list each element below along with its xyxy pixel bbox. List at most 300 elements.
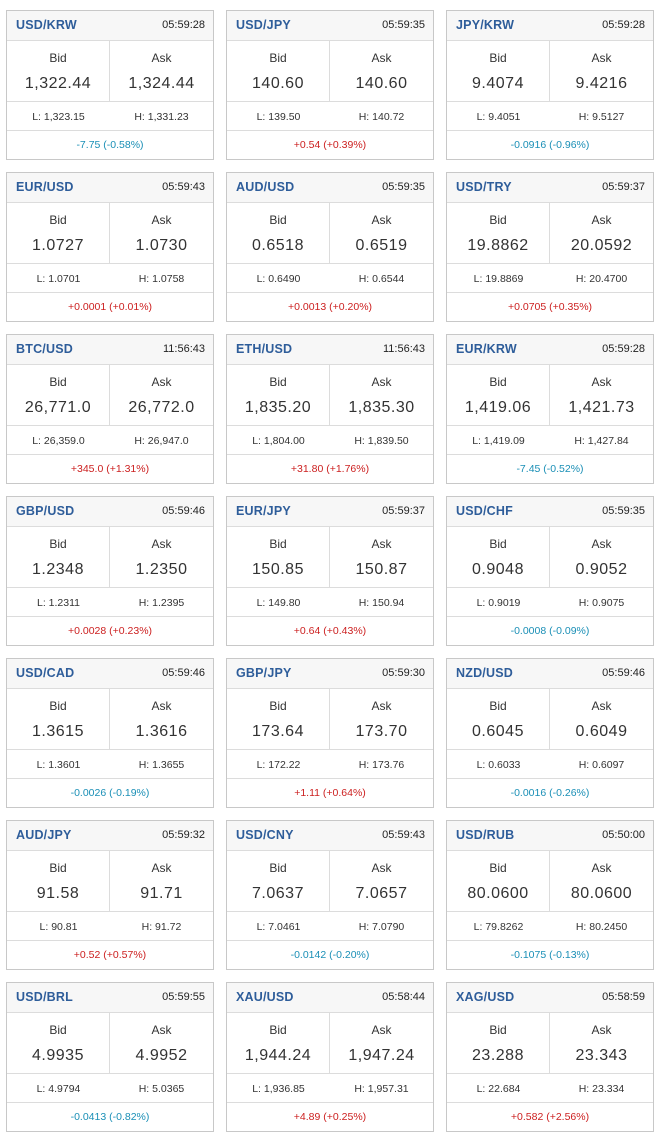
change-value: +0.0705 (+0.35%): [507, 301, 593, 313]
day-range: [227, 750, 433, 779]
ask-value: 1,835.30: [348, 399, 415, 416]
bid-column: [447, 689, 550, 749]
ask-label: Ask: [371, 213, 392, 227]
quote-card-gbp-usd[interactable]: [6, 496, 214, 646]
bid-ask-panel: [7, 1013, 213, 1074]
bid-column: [7, 1013, 110, 1073]
ask-label: Ask: [151, 1023, 172, 1037]
ask-label: Ask: [591, 51, 612, 65]
currency-pair[interactable]: USD/CHF: [456, 504, 513, 518]
low-value: L: 79.8262: [473, 921, 524, 933]
bid-label: Bid: [269, 537, 287, 551]
currency-pair[interactable]: EUR/KRW: [456, 342, 517, 356]
ask-column: [330, 203, 433, 263]
bid-ask-panel: [7, 527, 213, 588]
update-time: 05:59:28: [602, 343, 645, 355]
card-header: [227, 983, 433, 1013]
high-value: H: 1.0758: [138, 273, 185, 285]
bid-column: [227, 203, 330, 263]
low-value: L: 149.80: [256, 597, 301, 609]
low-value: L: 22.684: [476, 1083, 521, 1095]
update-time: 05:59:46: [602, 667, 645, 679]
card-header: [227, 173, 433, 203]
bid-label: Bid: [489, 699, 507, 713]
bid-column: [227, 851, 330, 911]
high-value: H: 150.94: [358, 597, 405, 609]
low-value: L: 1.3601: [36, 759, 81, 771]
bid-label: Bid: [489, 861, 507, 875]
bid-value: 23.288: [472, 1047, 524, 1064]
high-value: H: 1,957.31: [354, 1083, 409, 1095]
ask-column: [550, 527, 653, 587]
ask-value: 1.0730: [135, 237, 188, 254]
bid-column: [447, 527, 550, 587]
currency-pair[interactable]: NZD/USD: [456, 666, 513, 680]
bid-ask-panel: [227, 689, 433, 750]
bid-value: 91.58: [36, 885, 80, 902]
ask-value: 0.6519: [355, 237, 408, 254]
bid-value: 1.3615: [32, 723, 84, 740]
change-value: -0.0026 (-0.19%): [70, 787, 150, 799]
day-range: [447, 1074, 653, 1103]
high-value: H: 26,947.0: [134, 435, 189, 447]
currency-pair[interactable]: USD/TRY: [456, 180, 512, 194]
bid-ask-panel: [7, 203, 213, 264]
bid-column: [447, 365, 550, 425]
bid-ask-panel: [447, 527, 653, 588]
currency-pair[interactable]: USD/KRW: [16, 18, 77, 32]
currency-pair[interactable]: GBP/USD: [16, 504, 75, 518]
day-range: [7, 588, 213, 617]
change-value: -0.0413 (-0.82%): [70, 1111, 150, 1123]
day-range: [227, 1074, 433, 1103]
ask-column: [330, 527, 433, 587]
bid-label: Bid: [49, 699, 67, 713]
bid-value: 0.6518: [252, 237, 304, 254]
ask-label: Ask: [151, 213, 172, 227]
bid-ask-panel: [7, 365, 213, 426]
bid-label: Bid: [489, 51, 507, 65]
bid-column: [227, 365, 330, 425]
ask-value: 20.0592: [570, 237, 633, 254]
change-value: -7.75 (-0.58%): [76, 139, 144, 151]
card-header: [7, 497, 213, 527]
ask-column: [330, 851, 433, 911]
ask-value: 0.9052: [575, 561, 628, 578]
bid-label: Bid: [49, 375, 67, 389]
quote-card-gbp-jpy[interactable]: [226, 658, 434, 808]
high-value: H: 1.2395: [138, 597, 185, 609]
update-time: 05:59:37: [382, 505, 425, 517]
ask-value: 1,947.24: [348, 1047, 415, 1064]
bid-ask-panel: [227, 365, 433, 426]
ask-label: Ask: [151, 51, 172, 65]
bid-ask-panel: [227, 1013, 433, 1074]
currency-pair[interactable]: USD/CNY: [236, 828, 294, 842]
bid-ask-panel: [7, 689, 213, 750]
day-range: [447, 102, 653, 131]
ask-value: 23.343: [575, 1047, 628, 1064]
bid-value: 1.2348: [32, 561, 84, 578]
card-header: [447, 983, 653, 1013]
quote-card-eur-jpy[interactable]: [226, 496, 434, 646]
ask-value: 1.3616: [135, 723, 188, 740]
bid-ask-panel: [227, 851, 433, 912]
currency-pair[interactable]: BTC/USD: [16, 342, 73, 356]
currency-pair[interactable]: XAG/USD: [456, 990, 515, 1004]
bid-label: Bid: [489, 213, 507, 227]
ask-label: Ask: [151, 861, 172, 875]
high-value: H: 20.4700: [575, 273, 628, 285]
currency-pair[interactable]: XAU/USD: [236, 990, 294, 1004]
change-value: -0.0016 (-0.26%): [510, 787, 590, 799]
bid-value: 150.85: [252, 561, 304, 578]
bid-column: [227, 41, 330, 101]
low-value: L: 1,936.85: [252, 1083, 305, 1095]
card-header: [7, 983, 213, 1013]
change-value: +0.582 (+2.56%): [510, 1111, 590, 1123]
ask-value: 80.0600: [570, 885, 633, 902]
quote-card-aud-usd[interactable]: [226, 172, 434, 322]
quote-card-eth-usd[interactable]: [226, 334, 434, 484]
ask-column: [550, 851, 653, 911]
low-value: L: 26,359.0: [32, 435, 85, 447]
ask-column: [110, 527, 213, 587]
bid-label: Bid: [49, 213, 67, 227]
quote-card-usd-chf[interactable]: [446, 496, 654, 646]
update-time: 05:59:28: [162, 19, 205, 31]
card-header: [447, 335, 653, 365]
high-value: H: 1.3655: [138, 759, 185, 771]
currency-pair[interactable]: USD/JPY: [236, 18, 291, 32]
ask-label: Ask: [371, 1023, 392, 1037]
bid-label: Bid: [269, 213, 287, 227]
ask-label: Ask: [591, 537, 612, 551]
bid-label: Bid: [49, 537, 67, 551]
update-time: 05:59:43: [382, 829, 425, 841]
ask-value: 140.60: [355, 75, 408, 92]
bid-label: Bid: [269, 699, 287, 713]
high-value: H: 0.9075: [578, 597, 625, 609]
day-range: [7, 264, 213, 293]
bid-value: 4.9935: [32, 1047, 84, 1064]
day-range: [227, 102, 433, 131]
currency-pair[interactable]: JPY/KRW: [456, 18, 515, 32]
update-time: 05:50:00: [602, 829, 645, 841]
bid-label: Bid: [49, 51, 67, 65]
change-value: -0.0008 (-0.09%): [510, 625, 590, 637]
high-value: H: 80.2450: [575, 921, 628, 933]
card-header: [227, 497, 433, 527]
quote-card-eur-usd[interactable]: [6, 172, 214, 322]
change-value: +0.0028 (+0.23%): [67, 625, 153, 637]
quote-card-usd-cad[interactable]: [6, 658, 214, 808]
bid-ask-panel: [447, 689, 653, 750]
ask-label: Ask: [591, 375, 612, 389]
bid-column: [227, 527, 330, 587]
high-value: H: 91.72: [141, 921, 182, 933]
bid-column: [7, 851, 110, 911]
ask-column: [330, 41, 433, 101]
bid-column: [447, 851, 550, 911]
bid-column: [227, 689, 330, 749]
ask-value: 1,421.73: [568, 399, 635, 416]
high-value: H: 23.334: [578, 1083, 625, 1095]
card-header: [227, 821, 433, 851]
quote-card-aud-jpy[interactable]: [6, 820, 214, 970]
bid-column: [7, 41, 110, 101]
day-range: [7, 912, 213, 941]
low-value: L: 1.0701: [36, 273, 81, 285]
ask-column: [330, 365, 433, 425]
update-time: 05:59:35: [382, 19, 425, 31]
bid-value: 0.9048: [472, 561, 524, 578]
day-range: [447, 264, 653, 293]
bid-ask-panel: [227, 41, 433, 102]
update-time: 05:59:46: [162, 667, 205, 679]
low-value: L: 19.8869: [473, 273, 524, 285]
bid-label: Bid: [269, 1023, 287, 1037]
update-time: 05:59:28: [602, 19, 645, 31]
ask-value: 1,324.44: [128, 75, 195, 92]
quote-card-xau-usd[interactable]: [226, 982, 434, 1132]
update-time: 05:59:46: [162, 505, 205, 517]
bid-value: 80.0600: [467, 885, 529, 902]
low-value: L: 1.2311: [36, 597, 80, 609]
low-value: L: 0.6033: [476, 759, 521, 771]
bid-label: Bid: [489, 537, 507, 551]
currency-pair[interactable]: EUR/JPY: [236, 504, 291, 518]
update-time: 05:58:44: [382, 991, 425, 1003]
ask-label: Ask: [371, 861, 392, 875]
bid-ask-panel: [447, 365, 653, 426]
ask-column: [110, 365, 213, 425]
bid-column: [7, 365, 110, 425]
change-value: +0.0001 (+0.01%): [67, 301, 153, 313]
currency-pair[interactable]: USD/RUB: [456, 828, 515, 842]
ask-column: [330, 689, 433, 749]
update-time: 05:59:32: [162, 829, 205, 841]
bid-ask-panel: [447, 851, 653, 912]
update-time: 05:58:59: [602, 991, 645, 1003]
card-header: [7, 11, 213, 41]
high-value: H: 1,839.50: [354, 435, 409, 447]
ask-column: [330, 1013, 433, 1073]
update-time: 05:59:43: [162, 181, 205, 193]
update-time: 05:59:30: [382, 667, 425, 679]
ask-value: 7.0657: [355, 885, 408, 902]
day-range: [227, 264, 433, 293]
change-value: +1.11 (+0.64%): [294, 787, 366, 799]
bid-column: [447, 203, 550, 263]
currency-pair[interactable]: EUR/USD: [16, 180, 74, 194]
card-header: [7, 173, 213, 203]
card-header: [7, 821, 213, 851]
change-value: -7.45 (-0.52%): [516, 463, 584, 475]
card-header: [447, 173, 653, 203]
low-value: L: 172.22: [256, 759, 301, 771]
ask-value: 173.70: [355, 723, 408, 740]
bid-value: 173.64: [252, 723, 304, 740]
bid-column: [227, 1013, 330, 1073]
change-value: -0.0916 (-0.96%): [510, 139, 590, 151]
bid-value: 1.0727: [32, 237, 84, 254]
bid-value: 26,771.0: [24, 399, 92, 416]
card-header: [447, 11, 653, 41]
bid-column: [447, 41, 550, 101]
low-value: L: 1,419.09: [472, 435, 525, 447]
bid-ask-panel: [447, 203, 653, 264]
bid-column: [7, 527, 110, 587]
bid-ask-panel: [227, 203, 433, 264]
quote-card-usd-jpy[interactable]: [226, 10, 434, 160]
bid-ask-panel: [447, 1013, 653, 1074]
card-header: [7, 659, 213, 689]
card-header: [447, 659, 653, 689]
day-range: [227, 426, 433, 455]
ask-column: [110, 689, 213, 749]
bid-ask-panel: [7, 41, 213, 102]
bid-value: 1,322.44: [24, 75, 92, 92]
low-value: L: 7.0461: [256, 921, 301, 933]
quote-card-usd-rub[interactable]: [446, 820, 654, 970]
high-value: H: 1,331.23: [134, 111, 189, 123]
ask-label: Ask: [151, 537, 172, 551]
low-value: L: 0.9019: [476, 597, 521, 609]
high-value: H: 9.5127: [578, 111, 625, 123]
bid-ask-panel: [447, 41, 653, 102]
card-header: [447, 497, 653, 527]
day-range: [447, 750, 653, 779]
bid-value: 19.8862: [467, 237, 529, 254]
bid-value: 140.60: [252, 75, 304, 92]
ask-value: 0.6049: [575, 723, 628, 740]
ask-label: Ask: [151, 375, 172, 389]
day-range: [447, 912, 653, 941]
high-value: H: 173.76: [358, 759, 405, 771]
quote-card-usd-krw[interactable]: [6, 10, 214, 160]
ask-label: Ask: [591, 1023, 612, 1037]
change-value: +4.89 (+0.25%): [293, 1111, 367, 1123]
quote-card-usd-cny[interactable]: [226, 820, 434, 970]
bid-value: 1,835.20: [244, 399, 312, 416]
ask-value: 4.9952: [135, 1047, 188, 1064]
bid-value: 7.0637: [252, 885, 304, 902]
quote-card-jpy-krw[interactable]: [446, 10, 654, 160]
ask-column: [550, 689, 653, 749]
change-value: +0.64 (+0.43%): [293, 625, 367, 637]
quote-card-xag-usd[interactable]: [446, 982, 654, 1132]
day-range: [447, 426, 653, 455]
quote-card-btc-usd[interactable]: [6, 334, 214, 484]
day-range: [227, 912, 433, 941]
high-value: H: 1,427.84: [574, 435, 629, 447]
bid-label: Bid: [49, 1023, 67, 1037]
bid-label: Bid: [269, 51, 287, 65]
day-range: [447, 588, 653, 617]
update-time: 05:59:35: [602, 505, 645, 517]
bid-label: Bid: [49, 861, 67, 875]
currency-pair[interactable]: ETH/USD: [236, 342, 293, 356]
ask-column: [110, 1013, 213, 1073]
quote-card-eur-krw[interactable]: [446, 334, 654, 484]
bid-value: 0.6045: [472, 723, 524, 740]
bid-ask-panel: [227, 527, 433, 588]
update-time: 05:59:37: [602, 181, 645, 193]
card-header: [227, 335, 433, 365]
bid-value: 1,419.06: [464, 399, 532, 416]
low-value: L: 9.4051: [476, 111, 521, 123]
high-value: H: 7.0790: [358, 921, 405, 933]
low-value: L: 1,804.00: [252, 435, 305, 447]
day-range: [7, 426, 213, 455]
day-range: [7, 1074, 213, 1103]
card-header: [227, 11, 433, 41]
day-range: [7, 102, 213, 131]
card-header: [7, 335, 213, 365]
currency-pair[interactable]: AUD/JPY: [16, 828, 72, 842]
day-range: [7, 750, 213, 779]
low-value: L: 90.81: [39, 921, 78, 933]
currency-pair[interactable]: USD/BRL: [16, 990, 73, 1004]
bid-label: Bid: [489, 375, 507, 389]
ask-value: 26,772.0: [128, 399, 195, 416]
card-header: [447, 821, 653, 851]
change-value: -0.0142 (-0.20%): [290, 949, 370, 961]
ask-label: Ask: [151, 699, 172, 713]
low-value: L: 4.9794: [36, 1083, 81, 1095]
ask-label: Ask: [371, 51, 392, 65]
currency-pair[interactable]: AUD/USD: [236, 180, 295, 194]
quote-card-nzd-usd[interactable]: [446, 658, 654, 808]
ask-value: 91.71: [140, 885, 183, 902]
bid-column: [447, 1013, 550, 1073]
bid-value: 9.4074: [472, 75, 524, 92]
high-value: H: 140.72: [358, 111, 405, 123]
ask-label: Ask: [371, 699, 392, 713]
update-time: 05:59:55: [162, 991, 205, 1003]
ask-column: [550, 365, 653, 425]
change-value: -0.1075 (-0.13%): [510, 949, 590, 961]
change-value: +31.80 (+1.76%): [290, 463, 370, 475]
ask-column: [550, 41, 653, 101]
ask-value: 1.2350: [135, 561, 188, 578]
bid-label: Bid: [269, 861, 287, 875]
card-header: [227, 659, 433, 689]
change-value: +0.0013 (+0.20%): [287, 301, 373, 313]
currency-pair[interactable]: GBP/JPY: [236, 666, 292, 680]
low-value: L: 0.6490: [256, 273, 301, 285]
ask-label: Ask: [371, 537, 392, 551]
ask-column: [110, 851, 213, 911]
day-range: [227, 588, 433, 617]
quote-card-usd-brl[interactable]: [6, 982, 214, 1132]
currency-pair[interactable]: USD/CAD: [16, 666, 75, 680]
ask-column: [110, 203, 213, 263]
ask-label: Ask: [591, 861, 612, 875]
change-value: +0.52 (+0.57%): [73, 949, 147, 961]
low-value: L: 139.50: [256, 111, 301, 123]
high-value: H: 5.0365: [138, 1083, 185, 1095]
bid-ask-panel: [7, 851, 213, 912]
update-time: 05:59:35: [382, 181, 425, 193]
ask-column: [550, 203, 653, 263]
low-value: L: 1,323.15: [32, 111, 85, 123]
high-value: H: 0.6544: [358, 273, 405, 285]
ask-value: 150.87: [355, 561, 408, 578]
update-time: 11:56:43: [382, 343, 425, 355]
quote-card-usd-try[interactable]: [446, 172, 654, 322]
